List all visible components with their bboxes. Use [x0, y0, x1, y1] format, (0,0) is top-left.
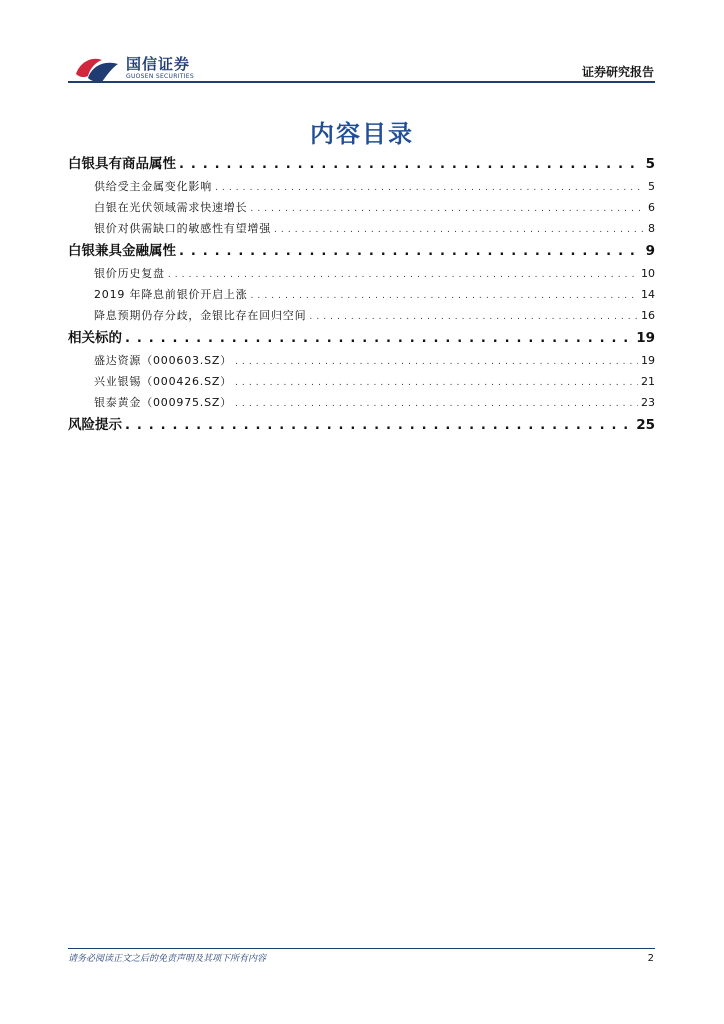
page-header — [0, 0, 724, 90]
toc-title: 内容目录 — [310, 120, 414, 148]
toc-section-entry[interactable] — [68, 239, 655, 263]
toc-section-page: 5 — [645, 156, 655, 172]
table-of-contents — [68, 152, 655, 437]
toc-section-label: 白银具有商品属性 — [68, 156, 176, 172]
toc-section-label: 风险提示 — [68, 417, 122, 433]
toc-leader-dots — [215, 178, 645, 197]
toc-section-page: 25 — [636, 417, 655, 433]
toc-leader-dots — [125, 327, 633, 350]
toc-subsection-entry[interactable] — [68, 176, 655, 197]
company-logo — [72, 52, 194, 84]
toc-subsection-label: 银泰黄金（000975.SZ） — [94, 396, 233, 409]
disclaimer-text: 请务必阅读正文之后的免责声明及其项下所有内容 — [68, 954, 267, 964]
toc-section-label: 白银兼具金融属性 — [68, 243, 176, 259]
toc-section-page: 19 — [636, 330, 655, 346]
toc-subsection-label: 银价对供需缺口的敏感性有望增强 — [94, 222, 271, 235]
toc-subsection-page: 6 — [648, 201, 655, 214]
toc-leader-dots — [179, 240, 643, 263]
toc-subsection-label: 降息预期仍存分歧，金银比存在回归空间 — [94, 309, 307, 322]
toc-subsection-page: 19 — [641, 354, 655, 367]
toc-subsection-entry[interactable] — [68, 263, 655, 284]
toc-section-entry[interactable] — [68, 326, 655, 350]
toc-subsection-page: 21 — [641, 375, 655, 388]
toc-subsection-page: 14 — [641, 288, 655, 301]
toc-subsection-page: 10 — [641, 267, 655, 280]
toc-leader-dots — [250, 199, 645, 218]
toc-leader-dots — [235, 352, 638, 371]
toc-leader-dots — [179, 153, 643, 176]
toc-leader-dots — [251, 286, 639, 305]
toc-leader-dots — [168, 265, 638, 284]
toc-subsection-label: 供给受主金属变化影响 — [94, 180, 212, 193]
toc-leader-dots — [125, 414, 633, 437]
toc-subsection-page: 16 — [641, 309, 655, 322]
toc-subsection-label: 2019 年降息前银价开启上涨 — [94, 288, 248, 301]
brand-name-english: GUOSEN SECURITIES — [126, 73, 195, 80]
header-divider — [68, 81, 655, 83]
toc-subsection-label: 盛达资源（000603.SZ） — [94, 354, 233, 367]
toc-subsection-entry[interactable] — [68, 197, 655, 218]
toc-section-page: 9 — [645, 243, 655, 259]
toc-subsection-entry[interactable] — [68, 218, 655, 239]
toc-subsection-page: 5 — [648, 180, 655, 193]
toc-subsection-label: 银价历史复盘 — [94, 267, 165, 280]
toc-leader-dots — [235, 373, 638, 392]
brand-name: 国信证券 — [126, 55, 191, 73]
report-type-label: 证券研究报告 — [581, 65, 654, 79]
guosen-logo-icon — [72, 52, 122, 84]
toc-leader-dots — [309, 307, 638, 326]
toc-section-entry[interactable] — [68, 152, 655, 176]
toc-subsection-label: 白银在光伏领域需求快速增长 — [94, 201, 248, 214]
toc-section-label: 相关标的 — [68, 330, 122, 346]
toc-subsection-entry[interactable] — [68, 392, 655, 413]
toc-subsection-entry[interactable] — [68, 284, 655, 305]
toc-subsection-entry[interactable] — [68, 350, 655, 371]
toc-leader-dots — [274, 220, 645, 239]
toc-subsection-page: 23 — [641, 396, 655, 409]
toc-subsection-label: 兴业银锡（000426.SZ） — [94, 375, 233, 388]
page-number: 2 — [647, 953, 654, 964]
toc-subsection-entry[interactable] — [68, 371, 655, 392]
footer-divider — [68, 948, 655, 949]
toc-subsection-page: 8 — [648, 222, 655, 235]
toc-section-entry[interactable] — [68, 413, 655, 437]
toc-leader-dots — [235, 394, 638, 413]
toc-subsection-entry[interactable] — [68, 305, 655, 326]
